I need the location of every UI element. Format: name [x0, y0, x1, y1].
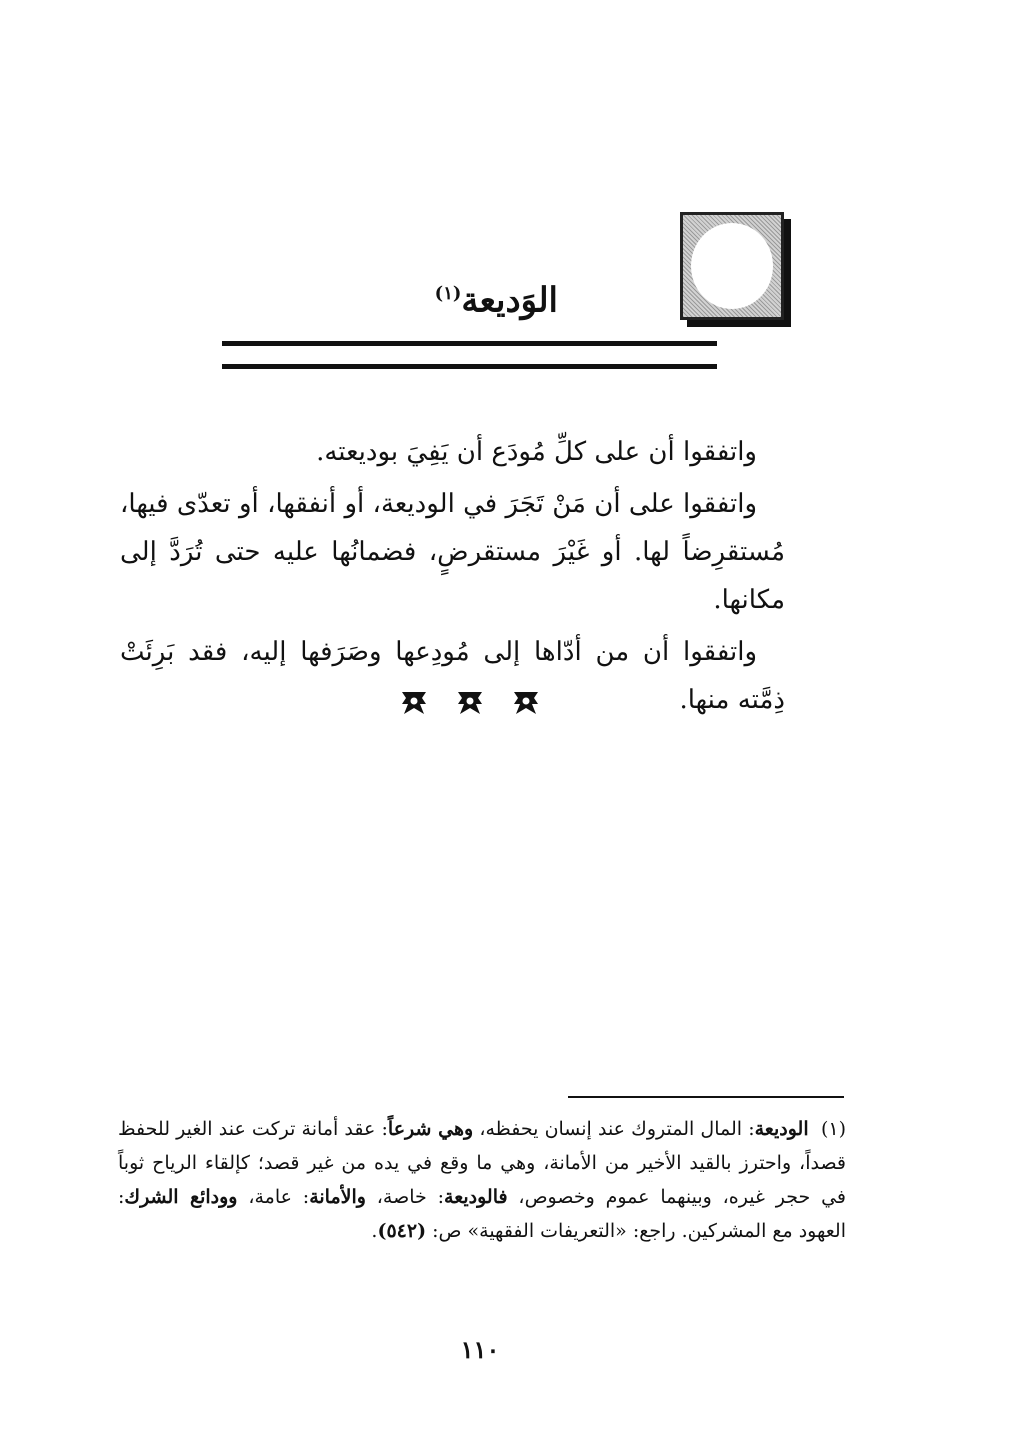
ornamental-star-icon: [456, 690, 484, 716]
body-text: [120, 428, 785, 728]
ornament-circle: [691, 223, 773, 309]
footnote: [118, 1112, 846, 1248]
ornamental-star-icon: [512, 690, 540, 716]
paragraph-1: واتفقوا أن على كلِّ مُودَع أن يَفِيَ بوديعته.: [316, 437, 757, 467]
paragraph-2: واتفقوا على أن مَنْ تَجَرَ في الوديعة، أو أنفقها، أو تعدّى فيها، مُستقرِضاً لها. أو غَيْرَ مستقرضٍ، فضمانُها عليه حتى تُرَدَّ إلى مكانها.: [120, 489, 785, 615]
footnote-text: : المال المتروك عند إنسان يحفظه،: [473, 1118, 755, 1140]
ornamental-star-icon: [400, 690, 428, 716]
section-separator: [400, 690, 540, 716]
footnote-text: : عامة،: [237, 1186, 310, 1208]
footnote-text: : عقد أمانة تركت عند الغير للحفظ قصداً، واحترز بالقيد الأخير من الأمانة، وهي ما وقع في يده من غير قصد؛ كإلقاء الرياح ثوباً في حجر غيره، وبينهما عموم وخصوص،: [118, 1118, 846, 1208]
footnote-rule: [568, 1096, 844, 1098]
title-rule-top: [222, 341, 717, 346]
chapter-title-text: الوَديعة: [461, 280, 558, 321]
footnote-term: الوديعة: [754, 1118, 809, 1140]
footnote-term: وودائع الشرك: [124, 1186, 238, 1208]
footnote-term: وهي شرعاً: [387, 1118, 474, 1140]
chapter-title-note-marker: (١): [434, 283, 462, 304]
page-number: ١١٠: [460, 1335, 500, 1364]
chapter-title: [300, 270, 558, 324]
footnote-text: : خاصة،: [365, 1186, 445, 1208]
footnote-ref-page: (٥٤٢): [377, 1220, 427, 1242]
paragraph-3: واتفقوا أن من أدّاها إلى مُودِعها وصَرَفها إليه، فقد بَرِئَتْ ذِمَّته منها.: [120, 637, 785, 715]
chapter-ornament-icon: [680, 212, 784, 320]
footnote-text: : العهود مع المشركين. راجع: «التعريفات الفقهية» ص:: [118, 1186, 846, 1242]
title-rule-bottom: [222, 364, 717, 369]
footnote-term: فالوديعة: [444, 1186, 508, 1208]
footnote-number: (١): [820, 1118, 846, 1140]
footnote-term: والأمانة: [309, 1186, 366, 1208]
footnote-end: .: [371, 1220, 378, 1242]
